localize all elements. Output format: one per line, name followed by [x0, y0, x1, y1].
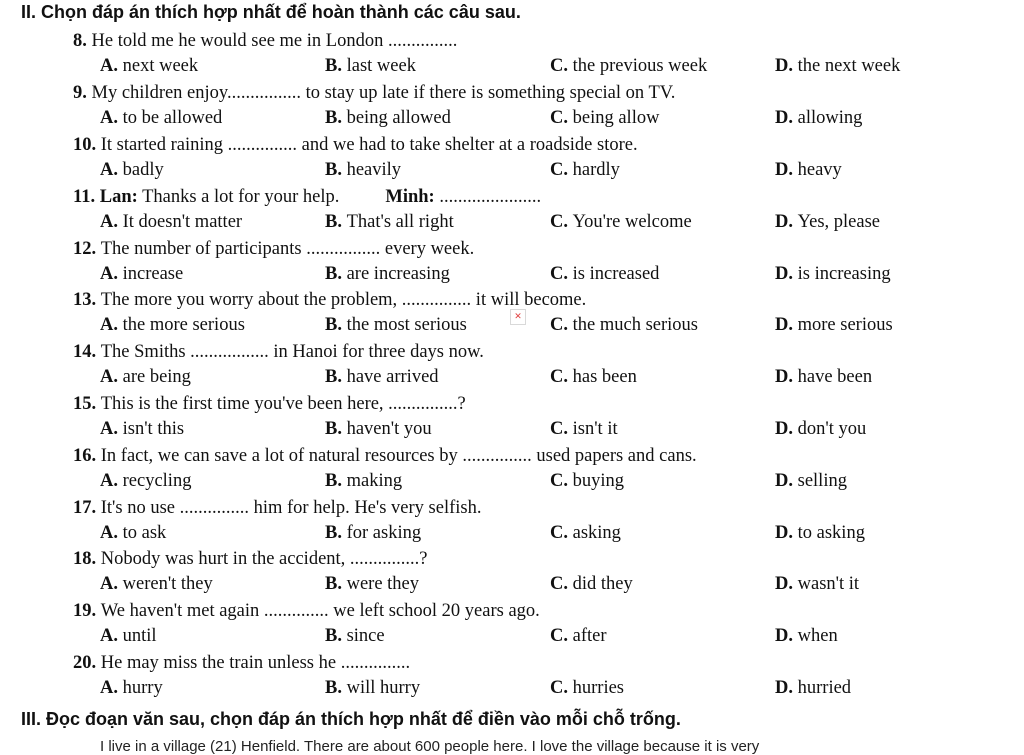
option-a-q20[interactable]: [100, 678, 163, 699]
option-c-q17[interactable]: [550, 523, 621, 544]
question-number: 11.: [73, 187, 100, 207]
option-letter: D.: [775, 471, 798, 491]
option-letter: D.: [775, 523, 798, 543]
option-d-q10[interactable]: [775, 160, 842, 181]
option-text: are increasing: [346, 264, 450, 284]
option-text: haven't you: [346, 419, 432, 439]
option-d-q9[interactable]: [775, 108, 862, 129]
option-text: have been: [797, 367, 873, 387]
option-d-q17[interactable]: [775, 523, 865, 544]
option-a-q19[interactable]: [100, 626, 157, 647]
option-d-q16[interactable]: [775, 471, 847, 492]
option-b-q10[interactable]: [325, 160, 401, 181]
option-text: to ask: [122, 523, 167, 543]
option-letter: D.: [775, 419, 798, 439]
option-text: did they: [572, 574, 633, 594]
option-text: You're welcome: [572, 212, 692, 232]
option-text: hurry: [122, 678, 163, 698]
option-letter: C.: [550, 419, 573, 439]
option-a-q12[interactable]: [100, 264, 183, 285]
option-text: until: [122, 626, 157, 646]
section-3-title: III. Đọc đoạn văn sau, chọn đáp án thích hợp nhất để điền vào mỗi chỗ trống.: [21, 709, 681, 729]
option-text: wasn't it: [797, 574, 860, 594]
speaker-lan: Lan:: [99, 187, 138, 207]
question-text: He told me he would see me in London ...............: [91, 31, 458, 51]
option-c-q13[interactable]: [550, 315, 698, 336]
question-number: 16.: [73, 446, 101, 466]
option-letter: B.: [325, 56, 347, 76]
option-a-q14[interactable]: [100, 367, 191, 388]
passage-first-line: I live in a village (21) Henfield. There are about 600 people here. I love the village because it is very: [100, 738, 760, 755]
option-letter: A.: [100, 574, 123, 594]
option-letter: C.: [550, 574, 573, 594]
option-letter: D.: [775, 315, 798, 335]
option-letter: B.: [325, 367, 347, 387]
option-text: hardly: [572, 160, 620, 180]
option-b-q12[interactable]: [325, 264, 450, 285]
option-letter: B.: [325, 574, 347, 594]
option-letter: C.: [550, 212, 573, 232]
question-text: The more you worry about the problem, ............... it will become.: [100, 290, 587, 310]
option-d-q11[interactable]: [775, 212, 880, 233]
option-text: more serious: [797, 315, 893, 335]
option-text: being allowed: [346, 108, 451, 128]
option-text: is increasing: [797, 264, 891, 284]
option-letter: B.: [325, 108, 347, 128]
option-c-q16[interactable]: [550, 471, 624, 492]
question-number: 17.: [73, 498, 101, 518]
option-text: were they: [346, 574, 420, 594]
question-9: [73, 83, 675, 104]
option-text: increase: [122, 264, 184, 284]
question-8: [73, 31, 457, 52]
option-c-q8[interactable]: [550, 56, 707, 77]
option-c-q11[interactable]: [550, 212, 692, 233]
question-text: It's no use ............... him for help. He's very selfish.: [100, 498, 482, 518]
question-17: [73, 498, 481, 519]
option-a-q17[interactable]: [100, 523, 166, 544]
option-letter: D.: [775, 678, 798, 698]
question-15: [73, 394, 466, 415]
option-b-q15[interactable]: [325, 419, 432, 440]
question-20: [73, 653, 410, 674]
option-c-q9[interactable]: [550, 108, 659, 129]
question-number: 8.: [73, 31, 92, 51]
broken-image-icon: ✕: [510, 309, 526, 325]
option-letter: A.: [100, 419, 123, 439]
option-d-q13[interactable]: [775, 315, 893, 336]
option-letter: C.: [550, 471, 573, 491]
option-b-q14[interactable]: [325, 367, 439, 388]
option-text: next week: [122, 56, 199, 76]
option-letter: C.: [550, 523, 573, 543]
question-10: [73, 135, 638, 156]
question-text: He may miss the train unless he ...............: [100, 653, 411, 673]
option-text: when: [797, 626, 838, 646]
option-text: the more serious: [122, 315, 245, 335]
option-text: selling: [797, 471, 847, 491]
option-c-q10[interactable]: [550, 160, 620, 181]
option-b-q20[interactable]: [325, 678, 420, 699]
option-d-q20[interactable]: [775, 678, 851, 699]
option-b-q13[interactable]: [325, 315, 467, 336]
option-letter: B.: [325, 419, 347, 439]
speaker-minh: Minh:: [385, 187, 435, 207]
option-letter: A.: [100, 56, 123, 76]
question-number: 14.: [73, 342, 101, 362]
option-b-q16[interactable]: [325, 471, 402, 492]
option-text: hurries: [572, 678, 624, 698]
question-text: Nobody was hurt in the accident, ...............?: [100, 549, 428, 569]
option-a-q9[interactable]: [100, 108, 222, 129]
option-c-q15[interactable]: [550, 419, 618, 440]
option-letter: D.: [775, 56, 798, 76]
option-text: being allow: [572, 108, 660, 128]
option-a-q15[interactable]: [100, 419, 184, 440]
option-text: isn't this: [122, 419, 185, 439]
option-letter: B.: [325, 471, 347, 491]
option-text: heavy: [797, 160, 842, 180]
option-a-q11[interactable]: [100, 212, 242, 233]
option-text: buying: [572, 471, 625, 491]
option-text: the next week: [797, 56, 901, 76]
option-letter: A.: [100, 108, 123, 128]
question-19: [73, 601, 540, 622]
option-text: It doesn't matter: [122, 212, 243, 232]
question-text: It started raining ............... and we had to take shelter at a roadside store.: [100, 135, 638, 155]
option-text: weren't they: [122, 574, 213, 594]
option-a-q18[interactable]: [100, 574, 213, 595]
option-letter: D.: [775, 626, 798, 646]
option-b-q8[interactable]: [325, 56, 416, 77]
option-letter: B.: [325, 160, 347, 180]
option-letter: A.: [100, 315, 123, 335]
option-text: last week: [346, 56, 416, 76]
question-number: 12.: [73, 239, 101, 259]
question-number: 13.: [73, 290, 101, 310]
option-text: have arrived: [346, 367, 439, 387]
question-16: [73, 446, 697, 467]
option-text: has been: [572, 367, 637, 387]
option-text: the much serious: [572, 315, 698, 335]
option-b-q9[interactable]: [325, 108, 451, 129]
option-letter: C.: [550, 315, 573, 335]
option-letter: B.: [325, 678, 347, 698]
option-a-q10[interactable]: [100, 160, 164, 181]
answer-blank: ......................: [434, 187, 542, 207]
option-letter: B.: [325, 626, 347, 646]
question-text: The Smiths ................. in Hanoi for three days now.: [100, 342, 484, 362]
option-text: isn't it: [572, 419, 618, 439]
option-letter: A.: [100, 626, 123, 646]
option-letter: A.: [100, 678, 123, 698]
question-11: [73, 187, 541, 208]
option-text: That's all right: [346, 212, 454, 232]
question-number: 9.: [73, 83, 92, 103]
option-letter: C.: [550, 56, 573, 76]
option-text: since: [346, 626, 385, 646]
option-letter: D.: [775, 212, 798, 232]
question-text: The number of participants ................ every week.: [100, 239, 475, 259]
question-number: 19.: [73, 601, 101, 621]
option-text: after: [572, 626, 607, 646]
option-letter: A.: [100, 367, 123, 387]
question-number: 10.: [73, 135, 101, 155]
option-letter: D.: [775, 108, 798, 128]
question-14: [73, 342, 484, 363]
option-text: are being: [122, 367, 191, 387]
option-text: heavily: [346, 160, 402, 180]
question-13: [73, 290, 586, 311]
option-b-q11[interactable]: [325, 212, 454, 233]
option-letter: C.: [550, 108, 573, 128]
option-c-q12[interactable]: [550, 264, 659, 285]
option-text: the previous week: [572, 56, 708, 76]
option-c-q19[interactable]: [550, 626, 607, 647]
option-a-q8[interactable]: [100, 56, 198, 77]
question-number: 18.: [73, 549, 101, 569]
option-letter: C.: [550, 678, 573, 698]
option-text: making: [346, 471, 403, 491]
option-text: Yes, please: [797, 212, 881, 232]
question-12: [73, 239, 474, 260]
option-c-q14[interactable]: [550, 367, 637, 388]
option-text: will hurry: [346, 678, 421, 698]
option-text: don't you: [797, 419, 867, 439]
question-text: This is the first time you've been here, ...............?: [100, 394, 466, 414]
option-text: allowing: [797, 108, 863, 128]
option-text: recycling: [122, 471, 192, 491]
option-text: the most serious: [346, 315, 467, 335]
option-text: is increased: [572, 264, 660, 284]
option-letter: C.: [550, 367, 573, 387]
option-d-q18[interactable]: [775, 574, 859, 595]
option-letter: D.: [775, 574, 798, 594]
option-a-q16[interactable]: [100, 471, 191, 492]
section-2-title: II. Chọn đáp án thích hợp nhất để hoàn thành các câu sau.: [21, 2, 521, 22]
option-c-q18[interactable]: [550, 574, 633, 595]
option-d-q12[interactable]: [775, 264, 891, 285]
option-b-q18[interactable]: [325, 574, 419, 595]
option-text: asking: [572, 523, 621, 543]
option-letter: B.: [325, 212, 347, 232]
option-letter: A.: [100, 160, 123, 180]
option-letter: B.: [325, 315, 347, 335]
option-text: badly: [122, 160, 164, 180]
option-letter: C.: [550, 264, 573, 284]
option-letter: A.: [100, 212, 123, 232]
question-text: Thanks a lot for your help.: [137, 187, 340, 207]
option-letter: B.: [325, 264, 347, 284]
option-b-q17[interactable]: [325, 523, 421, 544]
option-letter: A.: [100, 264, 123, 284]
option-letter: B.: [325, 523, 347, 543]
question-text: My children enjoy................ to stay up late if there is something special on TV.: [91, 83, 676, 103]
option-letter: C.: [550, 626, 573, 646]
option-b-q19[interactable]: [325, 626, 385, 647]
option-letter: D.: [775, 160, 798, 180]
option-text: hurried: [797, 678, 852, 698]
option-text: for asking: [346, 523, 422, 543]
option-letter: D.: [775, 367, 798, 387]
option-letter: A.: [100, 471, 123, 491]
option-letter: D.: [775, 264, 798, 284]
option-text: to asking: [797, 523, 865, 543]
question-text: In fact, we can save a lot of natural resources by ............... used papers and cans.: [100, 446, 697, 466]
question-number: 15.: [73, 394, 101, 414]
option-d-q15[interactable]: [775, 419, 866, 440]
question-number: 20.: [73, 653, 101, 673]
question-18: [73, 549, 428, 570]
question-text: We haven't met again .............. we left school 20 years ago.: [100, 601, 540, 621]
option-c-q20[interactable]: [550, 678, 624, 699]
option-d-q14[interactable]: [775, 367, 872, 388]
option-a-q13[interactable]: [100, 315, 245, 336]
option-text: to be allowed: [122, 108, 223, 128]
option-letter: A.: [100, 523, 123, 543]
option-d-q19[interactable]: [775, 626, 838, 647]
option-d-q8[interactable]: [775, 56, 900, 77]
option-letter: C.: [550, 160, 573, 180]
